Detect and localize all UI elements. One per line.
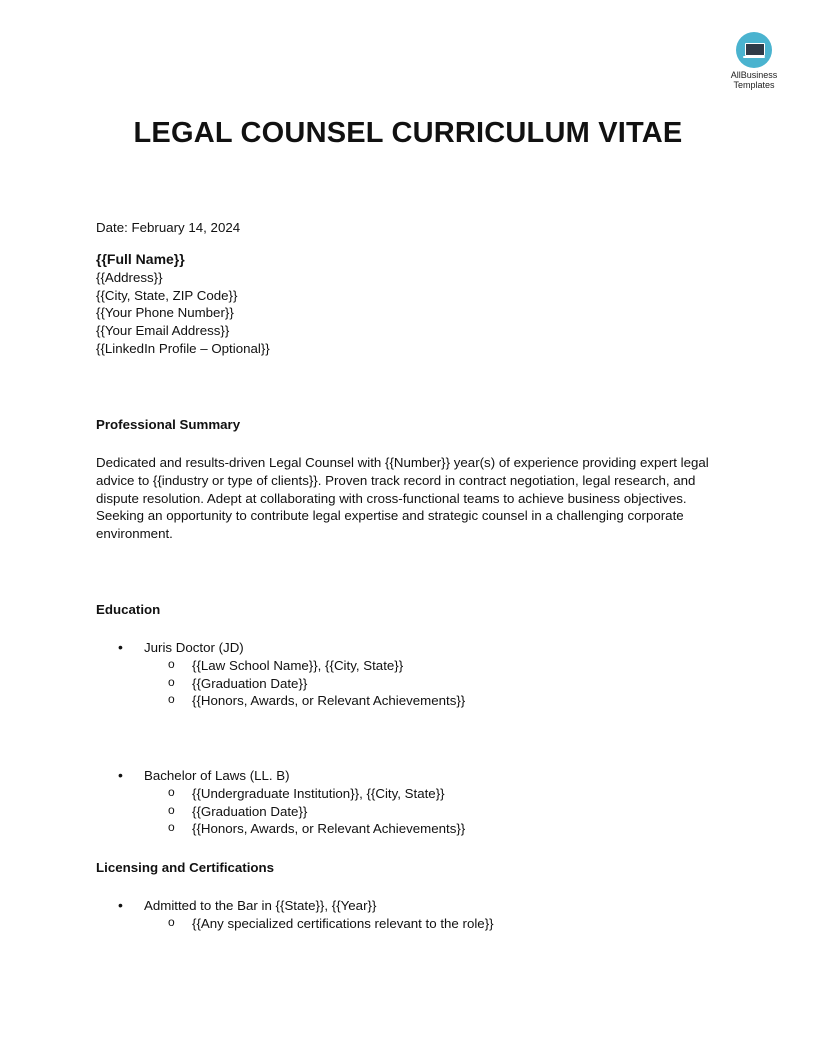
allbusiness-logo <box>724 32 784 90</box>
date-line: Date: February 14, 2024 <box>96 220 241 235</box>
city-state-zip: {{City, State, ZIP Code}} <box>96 287 238 303</box>
sub-list-item: o {{Law School Name}}, {{City, State}} <box>96 657 736 675</box>
education-llb <box>96 767 736 838</box>
sub-list-item: o {{Honors, Awards, or Relevant Achievements}} <box>96 820 736 838</box>
sub-list-item: o {{Graduation Date}} <box>96 803 736 821</box>
email-address: {{Your Email Address}} <box>96 323 230 339</box>
list-item: • Admitted to the Bar in {{State}}, {{Year}} <box>96 897 736 915</box>
list-item: • Bachelor of Laws (LL. B) <box>96 767 736 785</box>
sub-list-item: o {{Graduation Date}} <box>96 675 736 693</box>
address: {{Address}} <box>96 269 163 285</box>
logo-text-line1: AllBusiness <box>730 70 778 80</box>
full-name: {{Full Name}} <box>96 251 185 267</box>
list-item: • Juris Doctor (JD) <box>96 639 736 657</box>
sub-list-item: o {{Undergraduate Institution}}, {{City, State}} <box>96 785 736 803</box>
sub-list-item: o {{Honors, Awards, or Relevant Achievements}} <box>96 692 736 710</box>
education-jd <box>96 639 736 710</box>
summary-text: Dedicated and results-driven Legal Counsel with {{Number}} year(s) of experience providing expert legal advice to {{industry or type of clients}}. Proven track record in contract negotiation, legal research, and dispute resolution. Adept at collaborating with cross-functional teams to achieve business objectives. Seeking an opportunity to contribute legal expertise and strategic counsel in a challenging corporate environment. <box>96 455 709 542</box>
document-title: LEGAL COUNSEL CURRICULUM VITAE <box>133 117 683 149</box>
linkedin-profile: {{LinkedIn Profile – Optional}} <box>96 340 270 356</box>
licensing-list <box>96 897 736 933</box>
licensing-heading: Licensing and Certifications <box>96 860 275 875</box>
sub-list-item: o {{Any specialized certifications relevant to the role}} <box>96 915 736 933</box>
education-heading: Education <box>96 602 161 617</box>
phone-number: {{Your Phone Number}} <box>96 305 234 321</box>
laptop-icon <box>736 32 772 68</box>
logo-text-line2: Templates <box>733 80 775 90</box>
summary-heading: Professional Summary <box>96 417 241 432</box>
contact-block <box>96 251 736 358</box>
